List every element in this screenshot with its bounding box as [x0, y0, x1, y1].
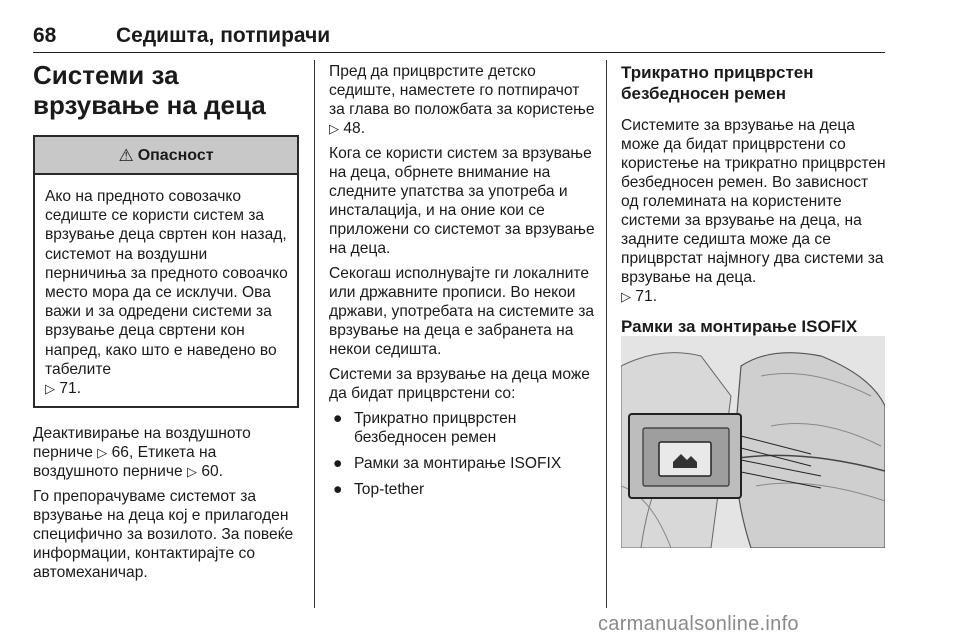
warning-ref[interactable]: 71.	[59, 380, 82, 398]
paragraph	[621, 116, 887, 306]
column-divider	[314, 60, 315, 608]
column-2	[329, 62, 595, 506]
list-item: ● Трикратно прицврстен безбедносен ремен	[333, 410, 517, 446]
paragraph: Секогаш исполнувајте ги локалните или државните прописи. Во некои држави, употребата на системите за врзување на деца е забранета на некои седишта.	[329, 265, 595, 358]
paragraph: Системи за врзување на деца може да бидат прицврстени со:	[329, 366, 590, 402]
paragraph-text: Пред да прицврстите детско седиште, наместете го потпирачот за глава во положбата за користење	[329, 63, 595, 118]
reference-arrow-icon: ▷	[186, 464, 197, 480]
warning-header	[35, 137, 297, 175]
paragraph: Го препорачуваме системот за врзување на деца кој е прилагоден специфично за возилото. За повеќе информации, контактирајте со автомеханичар.	[33, 488, 294, 582]
paragraph-text: Деактивирање на воздушното перниче	[33, 425, 251, 462]
cross-reference[interactable]: 66, Етикета на воздушното перниче	[33, 444, 217, 481]
cross-reference[interactable]: 48.	[343, 120, 366, 137]
bullet-icon: ●	[333, 481, 343, 498]
reference-arrow-icon: ▷	[97, 445, 108, 461]
isofix-illustration	[621, 336, 885, 548]
bullet-list	[329, 409, 595, 499]
cross-reference[interactable]: 71.	[635, 288, 658, 305]
reference-arrow-icon: ▷	[329, 121, 339, 136]
column-divider	[606, 60, 607, 608]
bullet-icon: ●	[333, 455, 343, 472]
watermark: carmanualsonline.info	[598, 613, 799, 635]
list-item: ● Рамки за монтирање ISOFIX	[333, 455, 562, 472]
column-1	[33, 60, 299, 588]
subsection-title: Трикратно прицврстен безбедносен ремен	[621, 63, 814, 103]
paragraph	[33, 424, 299, 481]
warning-box	[33, 135, 299, 408]
page-number: 68	[33, 24, 57, 47]
warning-triangle-icon: ⚠	[118, 145, 134, 165]
paragraph: Кога се користи систем за врзување на деца, обрнете внимание на следните упатства за употреба и инсталација, и на оние кои се приложени со системот за врзување на деца.	[329, 145, 595, 257]
isofix-drawing	[621, 336, 885, 548]
subsection-title: Рамки за монтирање ISOFIX	[621, 317, 858, 336]
warning-text: Ако на предното совозачко седиште се користи систем за врзување деца свртен кон назад, системот на воздушни перничиња за предното совоачко место мора да се исклучи. Ова важи и за одредени системи за врзување деца свртени кон напред, како што е наведено во табелите	[45, 188, 288, 378]
bullet-icon: ●	[333, 410, 343, 427]
page-header	[33, 24, 885, 53]
page-title: Седишта, потпирачи	[116, 24, 331, 47]
section-title: Системи за врзување на деца	[33, 60, 266, 120]
warning-label: Опасност	[137, 146, 214, 164]
warning-body	[35, 175, 297, 406]
paragraph	[329, 62, 595, 138]
reference-arrow-icon: ▷	[45, 381, 55, 397]
reference-arrow-icon: ▷	[621, 289, 631, 304]
paragraph-text: Системите за врзување на деца може да бидат прицврстени со користење на трикратно прицврстен безбедносен ремен. Во зависност од големината на користените системи за врзување на деца, на задните седишта може да се прицврстат најмногу два системи за врзување на деца.	[621, 117, 886, 286]
column-3	[621, 62, 887, 349]
cross-reference[interactable]: 60.	[201, 463, 224, 481]
list-item: ● Top-tether	[333, 481, 425, 498]
